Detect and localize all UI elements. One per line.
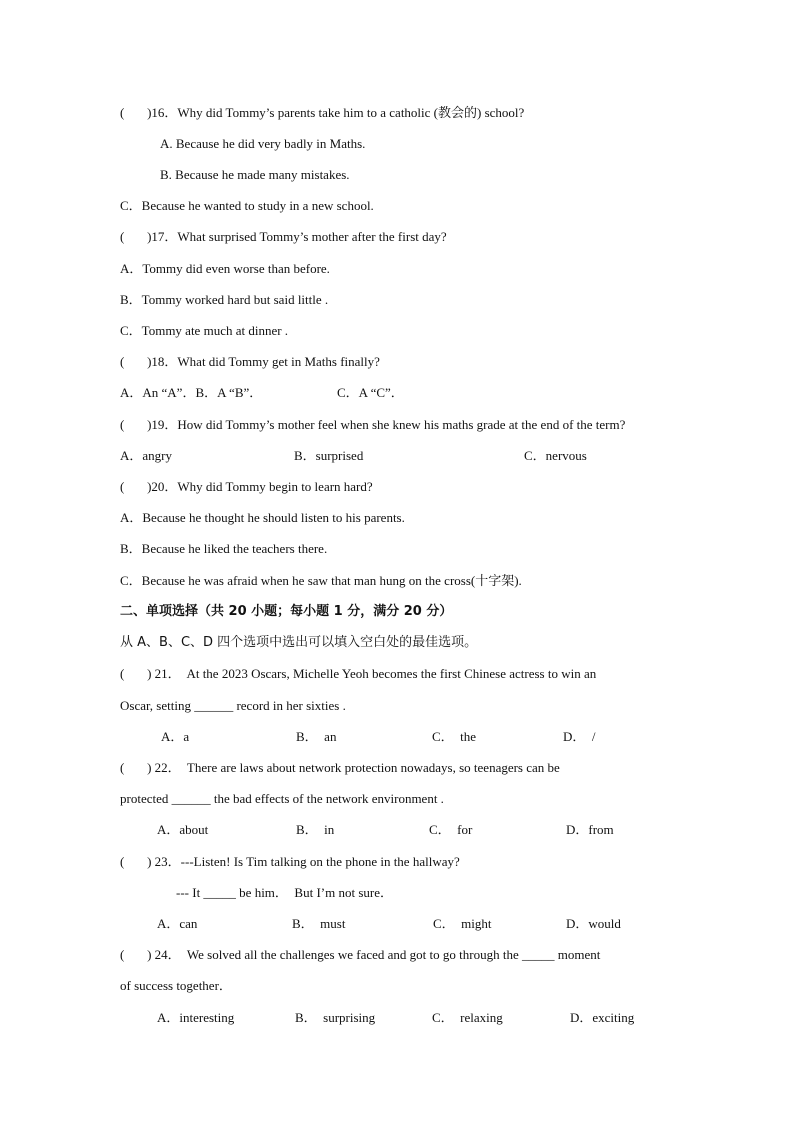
question-24: ( ) 24． We solved all the challenges we faced and got to go through the _____ moment [120,947,601,962]
option-24b: B． surprising [295,1010,376,1025]
question-22: ( ) 22． There are laws about network protection nowadays, so teenagers can be [120,760,560,775]
option-23b: B． must [292,916,346,931]
question-22-cont: protected ______ the bad effects of the network environment . [120,791,444,806]
option-16b: B. Because he made many mistakes. [160,167,350,182]
question-20: ( )20．Why did Tommy begin to learn hard? [120,479,373,494]
question-23-reply: --- It _____ be him． But I’m not sure． [176,885,393,900]
question-17: ( )17．What surprised Tommy’s mother after the first day? [120,229,447,244]
option-22c: C． for [429,822,473,837]
option-20c: C．Because he was afraid when he saw that man hung on the cross(十字架). [120,573,522,588]
question-23: ( ) 23．---Listen! Is Tim talking on the phone in the hallway? [120,854,460,869]
question-24-cont: of success together． [120,978,232,993]
option-24a: A．interesting [157,1010,235,1025]
option-20a: A．Because he thought he should listen to his parents. [120,510,405,525]
question-16: ( )16．Why did Tommy’s parents take him to a catholic (教会的) school? [120,105,525,120]
option-20b: B．Because he liked the teachers there. [120,541,328,556]
option-23d: D．would [566,916,621,931]
section-heading: 二、单项选择（共 20 小题；每小题 1 分，满分 20 分） [120,604,453,619]
option-23c: C． might [433,916,492,931]
option-19c: C．nervous [524,448,587,463]
option-21a: A．a [161,729,190,744]
option-18c: C．A “C”． [337,385,404,400]
option-16a: A. Because he did very badly in Maths. [160,136,366,151]
question-21: ( ) 21． At the 2023 Oscars, Michelle Yeoh becomes the first Chinese actress to win an [120,666,597,681]
option-23a: A．can [157,916,198,931]
option-21d: D． / [563,729,596,744]
option-19a: A．angry [120,448,172,463]
option-17c: C．Tommy ate much at dinner . [120,323,289,338]
option-17b: B．Tommy worked hard but said little . [120,292,329,307]
question-18: ( )18．What did Tommy get in Maths finally? [120,354,380,369]
options-18ab: A．An “A”．B．A “B”． [120,385,263,400]
option-22b: B． in [296,822,335,837]
option-21c: C． the [432,729,477,744]
option-19b: B．surprised [294,448,364,463]
question-19: ( )19．How did Tommy’s mother feel when she knew his maths grade at the end of the term? [120,417,626,432]
option-24d: D．exciting [570,1010,635,1025]
option-22d: D．from [566,822,614,837]
option-16c: C．Because he wanted to study in a new school. [120,198,374,213]
option-22a: A．about [157,822,209,837]
question-21-cont: Oscar, setting ______ record in her sixties . [120,698,346,713]
option-17a: A．Tommy did even worse than before. [120,261,330,276]
option-24c: C． relaxing [432,1010,503,1025]
section-instructions: 从 A、B、C、D 四个选项中选出可以填入空白处的最佳选项。 [120,635,478,650]
option-21b: B． an [296,729,337,744]
